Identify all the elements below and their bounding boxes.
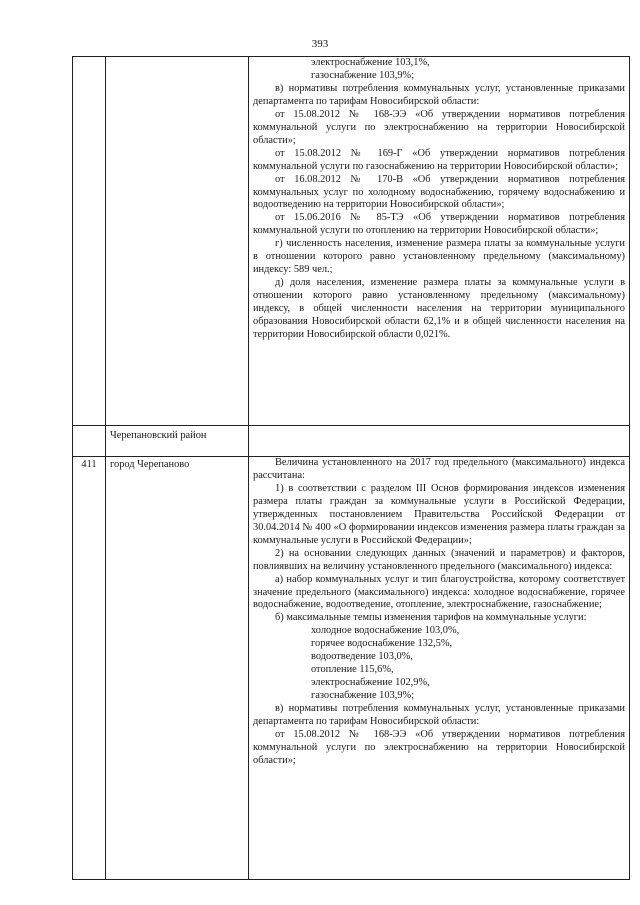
list-item: газоснабжение 103,9%; — [311, 690, 415, 702]
paragraph: Величина установленного на 2017 год предельного (максимального) индекса рассчитана: — [253, 457, 625, 481]
list-item: газоснабжение 103,9%; — [311, 69, 415, 81]
district-name-cell: Черепановский район — [106, 426, 249, 457]
paragraph: б) максимальные темпы изменения тарифов на коммунальные услуги: — [275, 612, 587, 624]
paragraph: д) доля населения, изменение размера платы за коммунальные услуги в отношении которого равно установленному предельному (максимальному) индексу, в общей численности населения на территории муниципального образования Новосибирской области 62,1% и в общей численности населения на территории Новосибирской области 0,021%. — [253, 277, 625, 341]
paragraph: от 15.08.2012 № 168-ЭЭ «Об утверждении нормативов потребления коммунальной услуги по электроснабжению на территории Новосибирской области»; — [253, 729, 625, 766]
paragraph: 2) на основании следующих данных (значений и параметров) и факторов, повлиявших на величину установленного предельного (максимального) индекса: — [253, 547, 625, 572]
page-number: 393 — [311, 38, 329, 50]
paragraph: г) численность населения, изменение размера платы за коммунальные услуги в отношении которого равно установленному предельному (максимальному) индексу: 589 чел.; — [253, 238, 625, 276]
paragraph: от 16.08.2012 № 170-В «Об утверждении нормативов потребления коммунальных услуг по холодному водоснабжению, горячему водоснабжению и водоотведению на территории Новосибирской области»; — [253, 173, 625, 211]
paragraph: от 15.08.2012 № 168-ЭЭ «Об утверждении нормативов потребления коммунальной услуги по электроснабжению на территории Новосибирской области»; — [253, 108, 625, 146]
index-description-cell — [249, 457, 630, 880]
municipality-name-cell: город Черепаново — [106, 457, 249, 880]
paragraph: 1) в соответствии с разделом III Основ формирования индексов изменения размера платы граждан за коммунальные услуги в Российской Федерации, утвержденных постановлением Правительства Российской Федерации от 30.04.2014 № 400 «О формировании индексов изменения размера платы граждан за коммунальные услуги в Российской Федерации»; — [253, 482, 625, 546]
row-number-cell: 411 — [73, 457, 106, 880]
list-item: электроснабжение 102,9%, — [311, 677, 430, 689]
table-row-continuation — [73, 57, 630, 426]
list-item: отопление 115,6%, — [311, 664, 394, 676]
row-number-cell — [73, 426, 106, 457]
table-row-district — [73, 426, 630, 457]
list-item: горячее водоснабжение 132,5%, — [311, 638, 453, 650]
list-item: водоотведение 103,0%, — [311, 651, 413, 663]
row-number-cell — [73, 57, 106, 426]
list-item: электроснабжение 103,1%, — [311, 57, 430, 68]
paragraph: от 15.06.2016 № 85-ТЭ «Об утверждении нормативов потребления коммунальной услуги по отоплению на территории Новосибирской области»; — [253, 212, 625, 237]
paragraph: а) набор коммунальных услуг и тип благоустройства, которому соответствует значение предельного (максимального) индекса: холодное водоснабжение, горячее водоснабжение, водоотведение, отопление, электроснабжение, газоснабжение; — [253, 573, 625, 611]
paragraph: от 15.08.2012 № 169-Г «Об утверждении нормативов потребления коммунальной услуги по газоснабжению на территории Новосибирской области»; — [253, 147, 625, 172]
municipal-index-table — [72, 56, 630, 880]
index-description-cell — [249, 426, 630, 457]
paragraph: в) нормативы потребления коммунальных услуг, установленные приказами департамента по тарифам Новосибирской области: — [253, 703, 625, 728]
municipality-name-cell — [106, 57, 249, 426]
index-description-cell — [249, 57, 630, 426]
table-row-411 — [73, 457, 630, 880]
list-item: холодное водоснабжение 103,0%, — [311, 625, 460, 637]
paragraph: в) нормативы потребления коммунальных услуг, установленные приказами департамента по тарифам Новосибирской области: — [253, 82, 625, 107]
